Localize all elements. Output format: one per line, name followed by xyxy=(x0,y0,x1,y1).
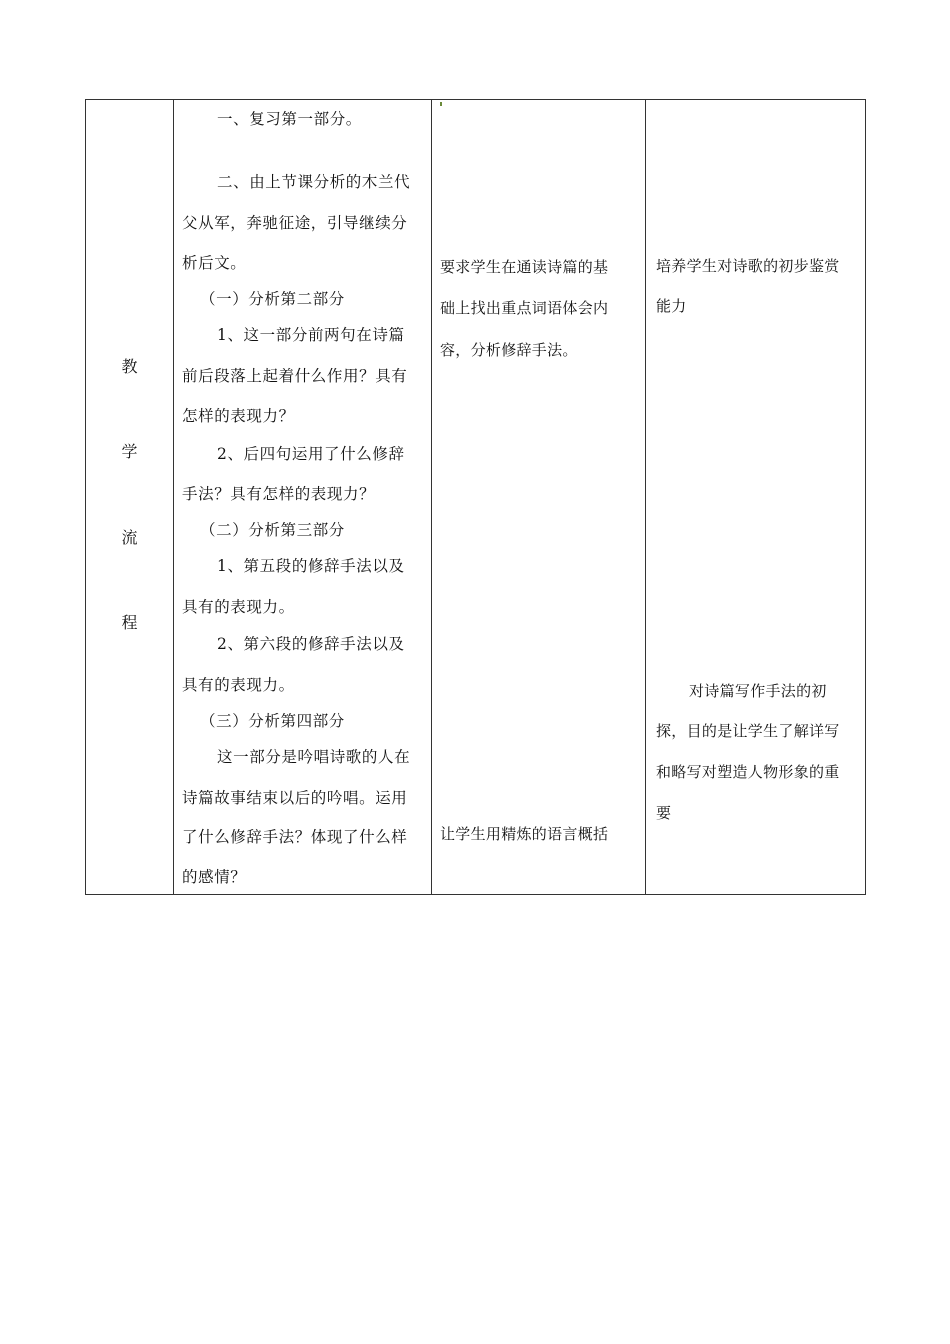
content-line: （三）分析第四部分 xyxy=(200,712,345,730)
content-line: 二、由上节课分析的木兰代 xyxy=(217,173,411,191)
activity-line: 让学生用精炼的语言概括 xyxy=(440,825,609,843)
intent-line: 和略写对塑造人物形象的重 xyxy=(656,763,840,781)
column-divider xyxy=(645,100,646,894)
content-line: 诗篇故事结束以后的吟唱。运用 xyxy=(182,789,408,807)
content-line: 的感情？ xyxy=(182,868,247,886)
intent-line: 培养学生对诗歌的初步鉴赏 xyxy=(656,257,840,275)
activity-line: 容，分析修辞手法。 xyxy=(440,341,578,359)
content-line: 2、第六段的修辞手法以及 xyxy=(217,635,405,653)
lesson-table xyxy=(85,99,866,895)
content-line: 父从军，奔驰征途，引导继续分 xyxy=(182,214,408,232)
content-line: 具有的表现力。 xyxy=(182,676,295,694)
content-line: 怎样的表现力？ xyxy=(182,407,295,425)
intent-line: 探，目的是让学生了解详写 xyxy=(656,722,840,740)
section-label-char: 教 xyxy=(121,357,138,376)
content-line: 析后文。 xyxy=(182,254,247,272)
content-line: （二）分析第三部分 xyxy=(200,521,345,539)
activity-line: 要求学生在通读诗篇的基 xyxy=(440,258,609,276)
content-line: 1、第五段的修辞手法以及 xyxy=(217,557,405,575)
content-line: 1、这一部分前两句在诗篇 xyxy=(217,326,405,344)
content-line: 具有的表现力。 xyxy=(182,598,295,616)
green-tick-mark xyxy=(440,102,442,106)
column-divider xyxy=(173,100,174,894)
column-divider xyxy=(431,100,432,894)
content-line: 2、后四句运用了什么修辞 xyxy=(217,445,405,463)
content-line: 手法？具有怎样的表现力？ xyxy=(182,485,376,503)
section-label-char: 程 xyxy=(121,613,138,632)
section-label-char: 流 xyxy=(121,528,138,547)
activity-line: 础上找出重点词语体会内 xyxy=(440,299,609,317)
section-label-char: 学 xyxy=(121,442,138,461)
content-line: 前后段落上起着什么作用？具有 xyxy=(182,367,408,385)
content-line: （一）分析第二部分 xyxy=(200,290,345,308)
intent-line: 要 xyxy=(656,804,672,822)
intent-line: 能力 xyxy=(656,297,687,315)
content-line: 一、复习第一部分。 xyxy=(217,110,362,128)
content-line: 了什么修辞手法？体现了什么样 xyxy=(182,828,408,846)
intent-line: 对诗篇写作手法的初 xyxy=(689,682,827,700)
content-line: 这一部分是吟唱诗歌的人在 xyxy=(217,748,411,766)
